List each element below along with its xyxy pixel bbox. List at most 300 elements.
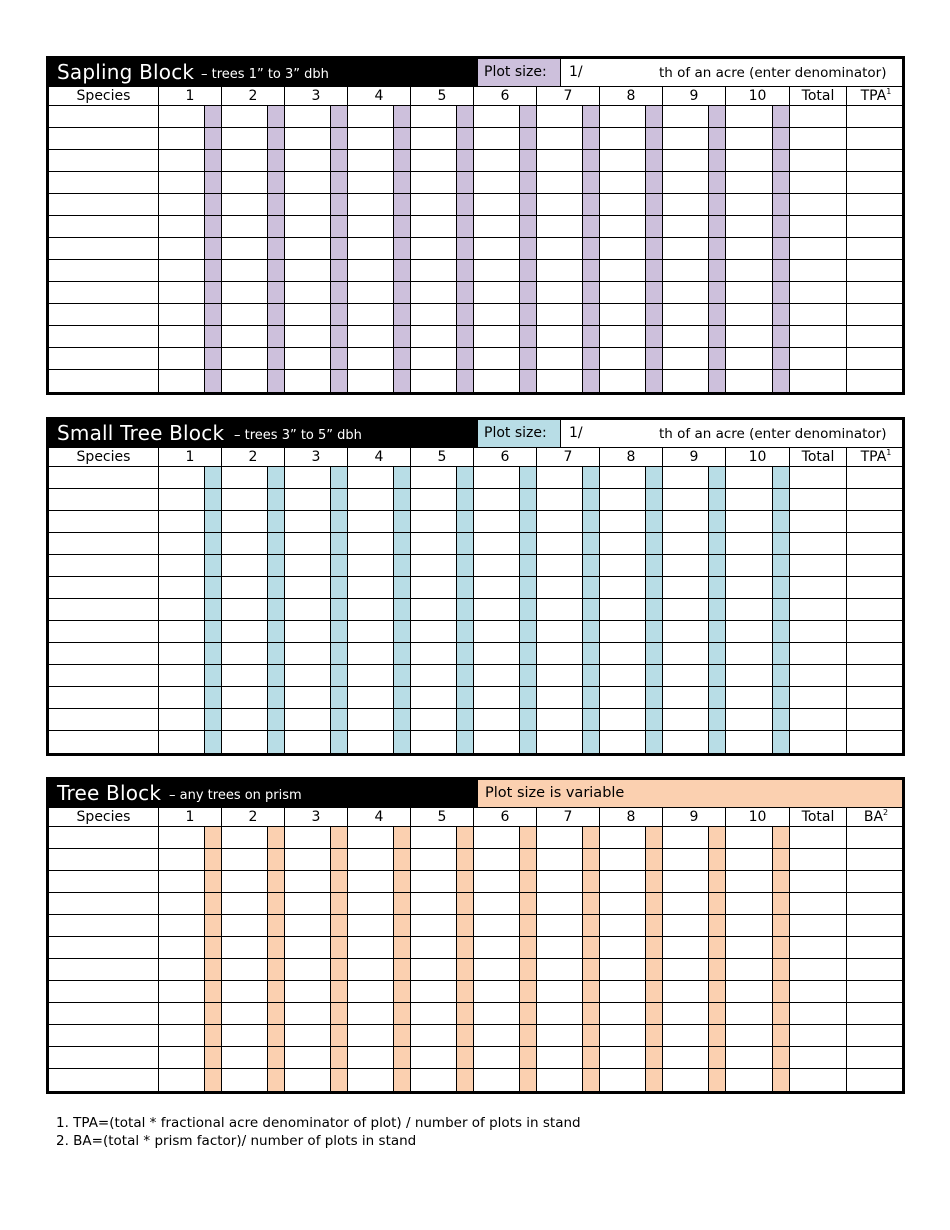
tpa-cell[interactable]: [847, 194, 905, 215]
tally-cell-4[interactable]: [348, 937, 411, 958]
tally-cell-9[interactable]: [663, 326, 726, 347]
plot-size-denominator-field[interactable]: 1/: [569, 425, 583, 441]
tally-cell-6[interactable]: [474, 194, 537, 215]
tpa-cell[interactable]: [847, 731, 905, 753]
tally-cell-5[interactable]: [411, 599, 474, 620]
tally-cell-7[interactable]: [537, 1047, 600, 1068]
tally-cell-5[interactable]: [411, 981, 474, 1002]
tally-cell-7[interactable]: [537, 577, 600, 598]
total-cell[interactable]: [790, 981, 847, 1002]
tally-cell-6[interactable]: [474, 827, 537, 848]
tally-cell-6[interactable]: [474, 621, 537, 642]
tally-cell-4[interactable]: [348, 1047, 411, 1068]
tally-cell-10[interactable]: [726, 128, 790, 149]
tally-cell-4[interactable]: [348, 216, 411, 237]
tally-cell-9[interactable]: [663, 915, 726, 936]
tally-cell-1[interactable]: [159, 555, 222, 576]
tally-cell-5[interactable]: [411, 370, 474, 392]
species-entry-cell[interactable]: [49, 172, 159, 193]
tally-cell-9[interactable]: [663, 194, 726, 215]
tally-cell-10[interactable]: [726, 871, 790, 892]
tally-cell-8[interactable]: [600, 959, 663, 980]
tally-cell-6[interactable]: [474, 937, 537, 958]
tally-cell-5[interactable]: [411, 511, 474, 532]
tally-cell-5[interactable]: [411, 216, 474, 237]
tally-cell-3[interactable]: [285, 533, 348, 554]
tally-cell-8[interactable]: [600, 731, 663, 753]
tally-cell-7[interactable]: [537, 643, 600, 664]
tally-cell-2[interactable]: [222, 893, 285, 914]
tally-cell-6[interactable]: [474, 1047, 537, 1068]
species-entry-cell[interactable]: [49, 599, 159, 620]
tally-cell-4[interactable]: [348, 282, 411, 303]
tally-cell-2[interactable]: [222, 216, 285, 237]
tally-cell-5[interactable]: [411, 1025, 474, 1046]
species-entry-cell[interactable]: [49, 709, 159, 730]
tally-cell-10[interactable]: [726, 915, 790, 936]
tally-cell-10[interactable]: [726, 348, 790, 369]
tpa-cell[interactable]: [847, 599, 905, 620]
tally-cell-4[interactable]: [348, 893, 411, 914]
tally-cell-4[interactable]: [348, 106, 411, 127]
tally-cell-5[interactable]: [411, 827, 474, 848]
tally-cell-6[interactable]: [474, 599, 537, 620]
tally-cell-7[interactable]: [537, 687, 600, 708]
tally-cell-3[interactable]: [285, 665, 348, 686]
total-cell[interactable]: [790, 915, 847, 936]
tally-cell-5[interactable]: [411, 871, 474, 892]
tally-cell-3[interactable]: [285, 621, 348, 642]
species-entry-cell[interactable]: [49, 893, 159, 914]
total-cell[interactable]: [790, 893, 847, 914]
tally-cell-6[interactable]: [474, 893, 537, 914]
tpa-cell[interactable]: [847, 687, 905, 708]
tally-cell-8[interactable]: [600, 150, 663, 171]
tally-cell-7[interactable]: [537, 348, 600, 369]
species-entry-cell[interactable]: [49, 533, 159, 554]
total-cell[interactable]: [790, 665, 847, 686]
tally-cell-6[interactable]: [474, 555, 537, 576]
species-entry-cell[interactable]: [49, 981, 159, 1002]
tally-cell-6[interactable]: [474, 216, 537, 237]
tally-cell-8[interactable]: [600, 687, 663, 708]
species-entry-cell[interactable]: [49, 238, 159, 259]
tally-cell-9[interactable]: [663, 893, 726, 914]
tally-cell-2[interactable]: [222, 150, 285, 171]
tally-cell-2[interactable]: [222, 577, 285, 598]
tally-cell-1[interactable]: [159, 282, 222, 303]
tally-cell-2[interactable]: [222, 533, 285, 554]
tally-cell-7[interactable]: [537, 893, 600, 914]
tally-cell-9[interactable]: [663, 511, 726, 532]
tally-cell-9[interactable]: [663, 827, 726, 848]
tally-cell-2[interactable]: [222, 827, 285, 848]
tally-cell-8[interactable]: [600, 981, 663, 1002]
tally-cell-7[interactable]: [537, 1069, 600, 1091]
tally-cell-4[interactable]: [348, 1003, 411, 1024]
tally-cell-9[interactable]: [663, 621, 726, 642]
tally-cell-5[interactable]: [411, 915, 474, 936]
tally-cell-1[interactable]: [159, 216, 222, 237]
tally-cell-2[interactable]: [222, 106, 285, 127]
total-cell[interactable]: [790, 643, 847, 664]
tally-cell-4[interactable]: [348, 709, 411, 730]
tally-cell-4[interactable]: [348, 577, 411, 598]
tpa-cell[interactable]: [847, 348, 905, 369]
total-cell[interactable]: [790, 238, 847, 259]
tally-cell-1[interactable]: [159, 128, 222, 149]
tally-cell-1[interactable]: [159, 687, 222, 708]
tally-cell-4[interactable]: [348, 915, 411, 936]
tally-cell-9[interactable]: [663, 871, 726, 892]
tally-cell-4[interactable]: [348, 260, 411, 281]
tally-cell-1[interactable]: [159, 893, 222, 914]
tally-cell-10[interactable]: [726, 1047, 790, 1068]
tally-cell-4[interactable]: [348, 981, 411, 1002]
tally-cell-9[interactable]: [663, 238, 726, 259]
ba-cell[interactable]: [847, 871, 905, 892]
tally-cell-6[interactable]: [474, 106, 537, 127]
species-entry-cell[interactable]: [49, 150, 159, 171]
tally-cell-1[interactable]: [159, 260, 222, 281]
tpa-cell[interactable]: [847, 304, 905, 325]
tally-cell-7[interactable]: [537, 959, 600, 980]
tally-cell-4[interactable]: [348, 370, 411, 392]
species-entry-cell[interactable]: [49, 555, 159, 576]
tally-cell-5[interactable]: [411, 577, 474, 598]
tally-cell-7[interactable]: [537, 599, 600, 620]
total-cell[interactable]: [790, 871, 847, 892]
tally-cell-8[interactable]: [600, 172, 663, 193]
tally-cell-6[interactable]: [474, 959, 537, 980]
tally-cell-6[interactable]: [474, 849, 537, 870]
tally-cell-1[interactable]: [159, 326, 222, 347]
tally-cell-7[interactable]: [537, 1003, 600, 1024]
ba-cell[interactable]: [847, 937, 905, 958]
tally-cell-3[interactable]: [285, 827, 348, 848]
tally-cell-4[interactable]: [348, 467, 411, 488]
tally-cell-10[interactable]: [726, 260, 790, 281]
tally-cell-7[interactable]: [537, 326, 600, 347]
total-cell[interactable]: [790, 827, 847, 848]
tally-cell-2[interactable]: [222, 1003, 285, 1024]
total-cell[interactable]: [790, 1069, 847, 1091]
tally-cell-9[interactable]: [663, 687, 726, 708]
tally-cell-3[interactable]: [285, 599, 348, 620]
tally-cell-6[interactable]: [474, 1069, 537, 1091]
tally-cell-4[interactable]: [348, 849, 411, 870]
tally-cell-1[interactable]: [159, 915, 222, 936]
species-entry-cell[interactable]: [49, 128, 159, 149]
tally-cell-10[interactable]: [726, 326, 790, 347]
tally-cell-7[interactable]: [537, 238, 600, 259]
tally-cell-8[interactable]: [600, 621, 663, 642]
tally-cell-3[interactable]: [285, 489, 348, 510]
tally-cell-9[interactable]: [663, 731, 726, 753]
species-entry-cell[interactable]: [49, 959, 159, 980]
tally-cell-5[interactable]: [411, 348, 474, 369]
total-cell[interactable]: [790, 467, 847, 488]
tpa-cell[interactable]: [847, 370, 905, 392]
tally-cell-5[interactable]: [411, 489, 474, 510]
total-cell[interactable]: [790, 150, 847, 171]
ba-cell[interactable]: [847, 1003, 905, 1024]
tally-cell-3[interactable]: [285, 216, 348, 237]
tally-cell-6[interactable]: [474, 687, 537, 708]
tally-cell-4[interactable]: [348, 128, 411, 149]
species-entry-cell[interactable]: [49, 348, 159, 369]
tally-cell-5[interactable]: [411, 1047, 474, 1068]
tally-cell-1[interactable]: [159, 643, 222, 664]
tally-cell-5[interactable]: [411, 128, 474, 149]
tally-cell-2[interactable]: [222, 1025, 285, 1046]
tally-cell-10[interactable]: [726, 665, 790, 686]
tally-cell-2[interactable]: [222, 128, 285, 149]
tally-cell-5[interactable]: [411, 238, 474, 259]
total-cell[interactable]: [790, 370, 847, 392]
tally-cell-1[interactable]: [159, 981, 222, 1002]
tally-cell-1[interactable]: [159, 304, 222, 325]
tally-cell-7[interactable]: [537, 489, 600, 510]
tally-cell-2[interactable]: [222, 959, 285, 980]
tally-cell-6[interactable]: [474, 326, 537, 347]
tpa-cell[interactable]: [847, 621, 905, 642]
ba-cell[interactable]: [847, 981, 905, 1002]
tally-cell-10[interactable]: [726, 150, 790, 171]
tally-cell-3[interactable]: [285, 511, 348, 532]
plot-size-denominator-field[interactable]: 1/: [569, 64, 583, 80]
tally-cell-5[interactable]: [411, 260, 474, 281]
tally-cell-4[interactable]: [348, 1025, 411, 1046]
tally-cell-2[interactable]: [222, 1069, 285, 1091]
tally-cell-2[interactable]: [222, 511, 285, 532]
tally-cell-3[interactable]: [285, 128, 348, 149]
tally-cell-8[interactable]: [600, 260, 663, 281]
tally-cell-1[interactable]: [159, 577, 222, 598]
tally-cell-1[interactable]: [159, 827, 222, 848]
tally-cell-4[interactable]: [348, 827, 411, 848]
tally-cell-10[interactable]: [726, 106, 790, 127]
tally-cell-9[interactable]: [663, 555, 726, 576]
tally-cell-8[interactable]: [600, 1003, 663, 1024]
tally-cell-6[interactable]: [474, 467, 537, 488]
tally-cell-3[interactable]: [285, 555, 348, 576]
tally-cell-3[interactable]: [285, 577, 348, 598]
tally-cell-1[interactable]: [159, 731, 222, 753]
tally-cell-3[interactable]: [285, 106, 348, 127]
tpa-cell[interactable]: [847, 326, 905, 347]
species-entry-cell[interactable]: [49, 1003, 159, 1024]
tally-cell-10[interactable]: [726, 238, 790, 259]
species-entry-cell[interactable]: [49, 216, 159, 237]
tally-cell-3[interactable]: [285, 1003, 348, 1024]
tally-cell-3[interactable]: [285, 981, 348, 1002]
tally-cell-4[interactable]: [348, 599, 411, 620]
tally-cell-2[interactable]: [222, 915, 285, 936]
total-cell[interactable]: [790, 599, 847, 620]
tally-cell-8[interactable]: [600, 1025, 663, 1046]
tally-cell-1[interactable]: [159, 150, 222, 171]
tally-cell-3[interactable]: [285, 915, 348, 936]
tpa-cell[interactable]: [847, 282, 905, 303]
tally-cell-1[interactable]: [159, 1025, 222, 1046]
tally-cell-4[interactable]: [348, 533, 411, 554]
tally-cell-7[interactable]: [537, 150, 600, 171]
tally-cell-5[interactable]: [411, 643, 474, 664]
tally-cell-5[interactable]: [411, 533, 474, 554]
tally-cell-7[interactable]: [537, 370, 600, 392]
tally-cell-3[interactable]: [285, 172, 348, 193]
tally-cell-6[interactable]: [474, 489, 537, 510]
total-cell[interactable]: [790, 260, 847, 281]
tally-cell-8[interactable]: [600, 282, 663, 303]
species-entry-cell[interactable]: [49, 621, 159, 642]
tally-cell-3[interactable]: [285, 282, 348, 303]
tally-cell-5[interactable]: [411, 150, 474, 171]
tally-cell-9[interactable]: [663, 1069, 726, 1091]
total-cell[interactable]: [790, 709, 847, 730]
tpa-cell[interactable]: [847, 665, 905, 686]
tally-cell-6[interactable]: [474, 128, 537, 149]
tally-cell-10[interactable]: [726, 467, 790, 488]
tally-cell-10[interactable]: [726, 533, 790, 554]
tally-cell-7[interactable]: [537, 172, 600, 193]
tally-cell-3[interactable]: [285, 238, 348, 259]
tpa-cell[interactable]: [847, 106, 905, 127]
tpa-cell[interactable]: [847, 150, 905, 171]
species-entry-cell[interactable]: [49, 577, 159, 598]
tally-cell-2[interactable]: [222, 643, 285, 664]
tally-cell-7[interactable]: [537, 871, 600, 892]
total-cell[interactable]: [790, 348, 847, 369]
tally-cell-10[interactable]: [726, 555, 790, 576]
tally-cell-3[interactable]: [285, 849, 348, 870]
tally-cell-2[interactable]: [222, 348, 285, 369]
species-entry-cell[interactable]: [49, 937, 159, 958]
tally-cell-2[interactable]: [222, 981, 285, 1002]
tally-cell-1[interactable]: [159, 1003, 222, 1024]
tally-cell-6[interactable]: [474, 260, 537, 281]
total-cell[interactable]: [790, 128, 847, 149]
tally-cell-3[interactable]: [285, 304, 348, 325]
species-entry-cell[interactable]: [49, 370, 159, 392]
tally-cell-2[interactable]: [222, 665, 285, 686]
tally-cell-9[interactable]: [663, 370, 726, 392]
tally-cell-2[interactable]: [222, 370, 285, 392]
tally-cell-8[interactable]: [600, 871, 663, 892]
tally-cell-3[interactable]: [285, 731, 348, 753]
tally-cell-9[interactable]: [663, 665, 726, 686]
total-cell[interactable]: [790, 172, 847, 193]
tally-cell-1[interactable]: [159, 665, 222, 686]
tally-cell-9[interactable]: [663, 599, 726, 620]
species-entry-cell[interactable]: [49, 304, 159, 325]
species-entry-cell[interactable]: [49, 467, 159, 488]
tally-cell-9[interactable]: [663, 937, 726, 958]
tally-cell-4[interactable]: [348, 326, 411, 347]
tally-cell-10[interactable]: [726, 1069, 790, 1091]
tally-cell-8[interactable]: [600, 643, 663, 664]
tally-cell-9[interactable]: [663, 1025, 726, 1046]
ba-cell[interactable]: [847, 827, 905, 848]
tally-cell-7[interactable]: [537, 621, 600, 642]
tally-cell-1[interactable]: [159, 849, 222, 870]
tally-cell-10[interactable]: [726, 304, 790, 325]
tally-cell-6[interactable]: [474, 643, 537, 664]
tally-cell-6[interactable]: [474, 172, 537, 193]
tally-cell-8[interactable]: [600, 827, 663, 848]
tally-cell-9[interactable]: [663, 1047, 726, 1068]
tally-cell-10[interactable]: [726, 370, 790, 392]
tally-cell-2[interactable]: [222, 467, 285, 488]
tally-cell-2[interactable]: [222, 260, 285, 281]
species-entry-cell[interactable]: [49, 106, 159, 127]
tally-cell-9[interactable]: [663, 577, 726, 598]
total-cell[interactable]: [790, 511, 847, 532]
tpa-cell[interactable]: [847, 555, 905, 576]
tally-cell-10[interactable]: [726, 687, 790, 708]
tally-cell-7[interactable]: [537, 216, 600, 237]
tally-cell-3[interactable]: [285, 467, 348, 488]
tally-cell-8[interactable]: [600, 533, 663, 554]
tally-cell-9[interactable]: [663, 1003, 726, 1024]
total-cell[interactable]: [790, 304, 847, 325]
species-entry-cell[interactable]: [49, 326, 159, 347]
tally-cell-8[interactable]: [600, 511, 663, 532]
tally-cell-7[interactable]: [537, 937, 600, 958]
tpa-cell[interactable]: [847, 643, 905, 664]
tally-cell-2[interactable]: [222, 687, 285, 708]
tally-cell-5[interactable]: [411, 709, 474, 730]
tally-cell-2[interactable]: [222, 194, 285, 215]
ba-cell[interactable]: [847, 959, 905, 980]
tally-cell-10[interactable]: [726, 511, 790, 532]
tally-cell-8[interactable]: [600, 709, 663, 730]
tally-cell-6[interactable]: [474, 665, 537, 686]
tally-cell-3[interactable]: [285, 260, 348, 281]
tally-cell-3[interactable]: [285, 709, 348, 730]
tally-cell-9[interactable]: [663, 172, 726, 193]
tally-cell-8[interactable]: [600, 599, 663, 620]
tally-cell-10[interactable]: [726, 959, 790, 980]
tally-cell-2[interactable]: [222, 731, 285, 753]
tally-cell-2[interactable]: [222, 621, 285, 642]
tally-cell-7[interactable]: [537, 533, 600, 554]
tpa-cell[interactable]: [847, 709, 905, 730]
tpa-cell[interactable]: [847, 216, 905, 237]
tally-cell-7[interactable]: [537, 665, 600, 686]
tally-cell-6[interactable]: [474, 709, 537, 730]
ba-cell[interactable]: [847, 1025, 905, 1046]
tally-cell-10[interactable]: [726, 1003, 790, 1024]
tally-cell-2[interactable]: [222, 849, 285, 870]
tally-cell-7[interactable]: [537, 849, 600, 870]
tally-cell-2[interactable]: [222, 937, 285, 958]
tally-cell-6[interactable]: [474, 915, 537, 936]
tpa-cell[interactable]: [847, 489, 905, 510]
tally-cell-7[interactable]: [537, 194, 600, 215]
tally-cell-8[interactable]: [600, 555, 663, 576]
tally-cell-10[interactable]: [726, 731, 790, 753]
tally-cell-6[interactable]: [474, 1003, 537, 1024]
tally-cell-8[interactable]: [600, 665, 663, 686]
tally-cell-8[interactable]: [600, 1047, 663, 1068]
tally-cell-2[interactable]: [222, 172, 285, 193]
tally-cell-4[interactable]: [348, 687, 411, 708]
tally-cell-7[interactable]: [537, 106, 600, 127]
tally-cell-5[interactable]: [411, 959, 474, 980]
tally-cell-8[interactable]: [600, 106, 663, 127]
